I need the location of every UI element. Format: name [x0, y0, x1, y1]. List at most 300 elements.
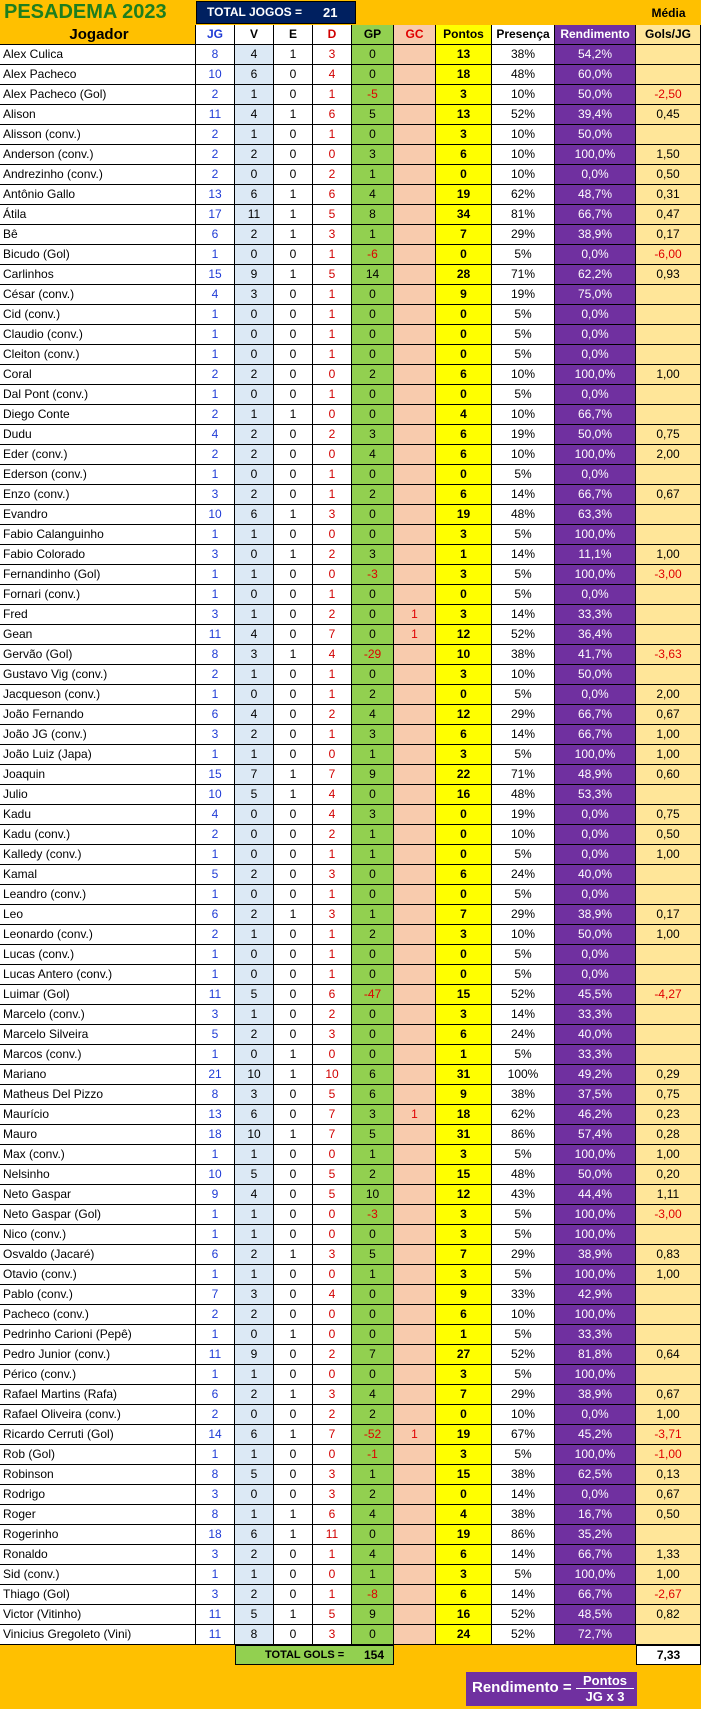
attendance-cell[interactable]: 10%	[492, 1405, 555, 1425]
games-played-cell[interactable]: 1	[196, 1145, 235, 1165]
losses-cell[interactable]: 1	[313, 685, 352, 705]
own-goals-cell[interactable]	[394, 965, 436, 985]
performance-cell[interactable]: 72,7%	[555, 1625, 636, 1645]
player-name-cell[interactable]: Rafael Oliveira (conv.)	[0, 1405, 196, 1425]
games-played-cell[interactable]: 1	[196, 345, 235, 365]
own-goals-cell[interactable]	[394, 1085, 436, 1105]
goals-scored-cell[interactable]: 3	[352, 145, 394, 165]
player-name-cell[interactable]: Dudu	[0, 425, 196, 445]
wins-cell[interactable]: 4	[235, 705, 274, 725]
goals-per-game-cell[interactable]: 0,17	[636, 225, 701, 245]
player-name-cell[interactable]: Evandro	[0, 505, 196, 525]
points-cell[interactable]: 6	[436, 865, 492, 885]
attendance-cell[interactable]: 24%	[492, 865, 555, 885]
draws-cell[interactable]: 0	[274, 125, 313, 145]
points-cell[interactable]: 0	[436, 945, 492, 965]
goals-scored-cell[interactable]: 1	[352, 1565, 394, 1585]
performance-cell[interactable]: 48,9%	[555, 765, 636, 785]
attendance-cell[interactable]: 38%	[492, 645, 555, 665]
goals-per-game-cell[interactable]: 1,00	[636, 1265, 701, 1285]
goals-scored-cell[interactable]: 10	[352, 1185, 394, 1205]
player-name-cell[interactable]: Joaquin	[0, 765, 196, 785]
games-played-cell[interactable]: 1	[196, 945, 235, 965]
player-name-cell[interactable]: Gustavo Vig (conv.)	[0, 665, 196, 685]
draws-cell[interactable]: 0	[274, 1585, 313, 1605]
own-goals-cell[interactable]	[394, 845, 436, 865]
games-played-cell[interactable]: 1	[196, 465, 235, 485]
attendance-cell[interactable]: 38%	[492, 1505, 555, 1525]
wins-cell[interactable]: 2	[235, 1245, 274, 1265]
goals-scored-cell[interactable]: 4	[352, 445, 394, 465]
losses-cell[interactable]: 7	[313, 765, 352, 785]
draws-cell[interactable]: 1	[274, 545, 313, 565]
player-name-cell[interactable]: Neto Gaspar	[0, 1185, 196, 1205]
own-goals-cell[interactable]	[394, 125, 436, 145]
draws-cell[interactable]: 0	[274, 165, 313, 185]
wins-cell[interactable]: 5	[235, 985, 274, 1005]
own-goals-cell[interactable]	[394, 165, 436, 185]
points-cell[interactable]: 0	[436, 1485, 492, 1505]
losses-cell[interactable]: 2	[313, 545, 352, 565]
attendance-cell[interactable]: 24%	[492, 1025, 555, 1045]
player-name-cell[interactable]: Leandro (conv.)	[0, 885, 196, 905]
wins-cell[interactable]: 0	[235, 825, 274, 845]
draws-cell[interactable]: 0	[274, 1185, 313, 1205]
player-name-cell[interactable]: Alisson (conv.)	[0, 125, 196, 145]
draws-cell[interactable]: 0	[274, 445, 313, 465]
goals-per-game-cell[interactable]: -1,00	[636, 1445, 701, 1465]
own-goals-cell[interactable]	[394, 905, 436, 925]
performance-cell[interactable]: 0,0%	[555, 805, 636, 825]
goals-per-game-cell[interactable]: 1,00	[636, 1405, 701, 1425]
goals-scored-cell[interactable]: 0	[352, 605, 394, 625]
points-cell[interactable]: 7	[436, 905, 492, 925]
own-goals-cell[interactable]	[394, 405, 436, 425]
goals-per-game-cell[interactable]	[636, 65, 701, 85]
draws-cell[interactable]: 0	[274, 1565, 313, 1585]
goals-scored-cell[interactable]: 1	[352, 1145, 394, 1165]
draws-cell[interactable]: 0	[274, 885, 313, 905]
header-presenca[interactable]: Presença	[492, 25, 555, 45]
performance-cell[interactable]: 41,7%	[555, 645, 636, 665]
own-goals-cell[interactable]	[394, 225, 436, 245]
performance-cell[interactable]: 0,0%	[555, 245, 636, 265]
own-goals-cell[interactable]	[394, 1445, 436, 1465]
attendance-cell[interactable]: 52%	[492, 1345, 555, 1365]
goals-per-game-cell[interactable]: 0,83	[636, 1245, 701, 1265]
header-pontos[interactable]: Pontos	[436, 25, 492, 45]
goals-per-game-cell[interactable]: 0,17	[636, 905, 701, 925]
performance-cell[interactable]: 0,0%	[555, 305, 636, 325]
performance-cell[interactable]: 66,7%	[555, 405, 636, 425]
goals-per-game-cell[interactable]	[636, 45, 701, 65]
player-name-cell[interactable]: Cid (conv.)	[0, 305, 196, 325]
games-played-cell[interactable]: 10	[196, 785, 235, 805]
header-v[interactable]: V	[235, 25, 274, 45]
wins-cell[interactable]: 2	[235, 485, 274, 505]
losses-cell[interactable]: 1	[313, 125, 352, 145]
goals-scored-cell[interactable]: 7	[352, 1345, 394, 1365]
draws-cell[interactable]: 0	[274, 345, 313, 365]
attendance-cell[interactable]: 71%	[492, 765, 555, 785]
games-played-cell[interactable]: 5	[196, 865, 235, 885]
performance-cell[interactable]: 100,0%	[555, 1265, 636, 1285]
attendance-cell[interactable]: 10%	[492, 1305, 555, 1325]
points-cell[interactable]: 31	[436, 1065, 492, 1085]
draws-cell[interactable]: 0	[274, 1445, 313, 1465]
wins-cell[interactable]: 4	[235, 105, 274, 125]
draws-cell[interactable]: 1	[274, 405, 313, 425]
wins-cell[interactable]: 6	[235, 1425, 274, 1445]
points-cell[interactable]: 16	[436, 1605, 492, 1625]
losses-cell[interactable]: 0	[313, 1565, 352, 1585]
draws-cell[interactable]: 1	[274, 905, 313, 925]
points-cell[interactable]: 4	[436, 1505, 492, 1525]
points-cell[interactable]: 27	[436, 1345, 492, 1365]
own-goals-cell[interactable]	[394, 1045, 436, 1065]
games-played-cell[interactable]: 14	[196, 1425, 235, 1445]
goals-scored-cell[interactable]: 6	[352, 1085, 394, 1105]
own-goals-cell[interactable]	[394, 445, 436, 465]
points-cell[interactable]: 6	[436, 485, 492, 505]
losses-cell[interactable]: 0	[313, 1045, 352, 1065]
games-played-cell[interactable]: 4	[196, 425, 235, 445]
losses-cell[interactable]: 1	[313, 945, 352, 965]
performance-cell[interactable]: 40,0%	[555, 1025, 636, 1045]
player-name-cell[interactable]: Bê	[0, 225, 196, 245]
player-name-cell[interactable]: Rob (Gol)	[0, 1445, 196, 1465]
losses-cell[interactable]: 0	[313, 1365, 352, 1385]
goals-per-game-cell[interactable]	[636, 285, 701, 305]
points-cell[interactable]: 12	[436, 705, 492, 725]
goals-per-game-cell[interactable]	[636, 1365, 701, 1385]
draws-cell[interactable]: 1	[274, 765, 313, 785]
performance-cell[interactable]: 35,2%	[555, 1525, 636, 1545]
losses-cell[interactable]: 2	[313, 165, 352, 185]
games-played-cell[interactable]: 9	[196, 1185, 235, 1205]
points-cell[interactable]: 3	[436, 605, 492, 625]
goals-scored-cell[interactable]: 5	[352, 1125, 394, 1145]
goals-per-game-cell[interactable]: 0,29	[636, 1065, 701, 1085]
performance-cell[interactable]: 100,0%	[555, 1305, 636, 1325]
losses-cell[interactable]: 2	[313, 1405, 352, 1425]
goals-scored-cell[interactable]: 1	[352, 225, 394, 245]
own-goals-cell[interactable]	[394, 1285, 436, 1305]
goals-per-game-cell[interactable]	[636, 785, 701, 805]
draws-cell[interactable]: 0	[274, 1085, 313, 1105]
performance-cell[interactable]: 38,9%	[555, 225, 636, 245]
games-played-cell[interactable]: 15	[196, 765, 235, 785]
attendance-cell[interactable]: 5%	[492, 565, 555, 585]
performance-cell[interactable]: 0,0%	[555, 885, 636, 905]
wins-cell[interactable]: 2	[235, 1585, 274, 1605]
attendance-cell[interactable]: 5%	[492, 745, 555, 765]
performance-cell[interactable]: 62,2%	[555, 265, 636, 285]
wins-cell[interactable]: 1	[235, 1225, 274, 1245]
points-cell[interactable]: 16	[436, 785, 492, 805]
games-played-cell[interactable]: 7	[196, 1285, 235, 1305]
player-name-cell[interactable]: Ronaldo	[0, 1545, 196, 1565]
draws-cell[interactable]: 0	[274, 725, 313, 745]
player-name-cell[interactable]: Nelsinho	[0, 1165, 196, 1185]
goals-scored-cell[interactable]: -3	[352, 565, 394, 585]
player-name-cell[interactable]: Fornari (conv.)	[0, 585, 196, 605]
player-name-cell[interactable]: Coral	[0, 365, 196, 385]
games-played-cell[interactable]: 2	[196, 1305, 235, 1325]
performance-cell[interactable]: 100,0%	[555, 445, 636, 465]
wins-cell[interactable]: 0	[235, 1045, 274, 1065]
attendance-cell[interactable]: 10%	[492, 125, 555, 145]
performance-cell[interactable]: 0,0%	[555, 945, 636, 965]
wins-cell[interactable]: 0	[235, 165, 274, 185]
wins-cell[interactable]: 1	[235, 1565, 274, 1585]
losses-cell[interactable]: 3	[313, 905, 352, 925]
draws-cell[interactable]: 0	[274, 705, 313, 725]
own-goals-cell[interactable]	[394, 1325, 436, 1345]
draws-cell[interactable]: 0	[274, 1465, 313, 1485]
own-goals-cell[interactable]	[394, 45, 436, 65]
draws-cell[interactable]: 0	[274, 1005, 313, 1025]
performance-cell[interactable]: 100,0%	[555, 1365, 636, 1385]
games-played-cell[interactable]: 1	[196, 845, 235, 865]
goals-per-game-cell[interactable]: 2,00	[636, 445, 701, 465]
points-cell[interactable]: 3	[436, 1205, 492, 1225]
wins-cell[interactable]: 1	[235, 1205, 274, 1225]
wins-cell[interactable]: 6	[235, 65, 274, 85]
points-cell[interactable]: 6	[436, 1545, 492, 1565]
attendance-cell[interactable]: 14%	[492, 725, 555, 745]
goals-scored-cell[interactable]: 0	[352, 525, 394, 545]
losses-cell[interactable]: 0	[313, 1265, 352, 1285]
points-cell[interactable]: 10	[436, 645, 492, 665]
own-goals-cell[interactable]	[394, 1245, 436, 1265]
attendance-cell[interactable]: 52%	[492, 1625, 555, 1645]
performance-cell[interactable]: 48,7%	[555, 185, 636, 205]
attendance-cell[interactable]: 5%	[492, 965, 555, 985]
goals-per-game-cell[interactable]	[636, 1625, 701, 1645]
own-goals-cell[interactable]	[394, 105, 436, 125]
attendance-cell[interactable]: 19%	[492, 805, 555, 825]
player-name-cell[interactable]: César (conv.)	[0, 285, 196, 305]
player-name-cell[interactable]: Marcelo (conv.)	[0, 1005, 196, 1025]
own-goals-cell[interactable]: 1	[394, 1425, 436, 1445]
own-goals-cell[interactable]	[394, 205, 436, 225]
goals-scored-cell[interactable]: 0	[352, 1305, 394, 1325]
performance-cell[interactable]: 100,0%	[555, 1565, 636, 1585]
draws-cell[interactable]: 0	[274, 845, 313, 865]
goals-scored-cell[interactable]: 0	[352, 505, 394, 525]
losses-cell[interactable]: 0	[313, 1145, 352, 1165]
goals-scored-cell[interactable]: 0	[352, 1625, 394, 1645]
attendance-cell[interactable]: 52%	[492, 105, 555, 125]
own-goals-cell[interactable]	[394, 485, 436, 505]
wins-cell[interactable]: 1	[235, 1265, 274, 1285]
wins-cell[interactable]: 0	[235, 1485, 274, 1505]
goals-scored-cell[interactable]: 1	[352, 905, 394, 925]
own-goals-cell[interactable]	[394, 305, 436, 325]
own-goals-cell[interactable]	[394, 745, 436, 765]
wins-cell[interactable]: 2	[235, 1305, 274, 1325]
draws-cell[interactable]: 0	[274, 665, 313, 685]
player-name-cell[interactable]: Marcelo Silveira	[0, 1025, 196, 1045]
player-name-cell[interactable]: Jacqueson (conv.)	[0, 685, 196, 705]
attendance-cell[interactable]: 5%	[492, 1225, 555, 1245]
wins-cell[interactable]: 0	[235, 345, 274, 365]
wins-cell[interactable]: 1	[235, 1005, 274, 1025]
goals-per-game-cell[interactable]: 1,11	[636, 1185, 701, 1205]
performance-cell[interactable]: 50,0%	[555, 85, 636, 105]
own-goals-cell[interactable]	[394, 1205, 436, 1225]
draws-cell[interactable]: 0	[274, 1365, 313, 1385]
performance-cell[interactable]: 45,5%	[555, 985, 636, 1005]
games-played-cell[interactable]: 3	[196, 545, 235, 565]
games-played-cell[interactable]: 10	[196, 505, 235, 525]
points-cell[interactable]: 0	[436, 585, 492, 605]
goals-per-game-cell[interactable]: 0,60	[636, 765, 701, 785]
player-name-cell[interactable]: Fabio Colorado	[0, 545, 196, 565]
draws-cell[interactable]: 1	[274, 1125, 313, 1145]
performance-cell[interactable]: 16,7%	[555, 1505, 636, 1525]
performance-cell[interactable]: 36,4%	[555, 625, 636, 645]
losses-cell[interactable]: 0	[313, 565, 352, 585]
performance-cell[interactable]: 53,3%	[555, 785, 636, 805]
player-name-cell[interactable]: Kadu (conv.)	[0, 825, 196, 845]
player-name-cell[interactable]: Fabio Calanguinho	[0, 525, 196, 545]
own-goals-cell[interactable]: 1	[394, 605, 436, 625]
losses-cell[interactable]: 1	[313, 385, 352, 405]
draws-cell[interactable]: 0	[274, 1305, 313, 1325]
losses-cell[interactable]: 3	[313, 1025, 352, 1045]
goals-per-game-cell[interactable]: 0,28	[636, 1125, 701, 1145]
games-played-cell[interactable]: 6	[196, 225, 235, 245]
losses-cell[interactable]: 1	[313, 465, 352, 485]
own-goals-cell[interactable]	[394, 1525, 436, 1545]
player-name-cell[interactable]: Victor (Vitinho)	[0, 1605, 196, 1625]
losses-cell[interactable]: 6	[313, 185, 352, 205]
losses-cell[interactable]: 4	[313, 65, 352, 85]
own-goals-cell[interactable]	[394, 1145, 436, 1165]
player-name-cell[interactable]: Pedrinho Carioni (Pepê)	[0, 1325, 196, 1345]
points-cell[interactable]: 3	[436, 1565, 492, 1585]
losses-cell[interactable]: 3	[313, 1385, 352, 1405]
points-cell[interactable]: 0	[436, 685, 492, 705]
goals-scored-cell[interactable]: 2	[352, 925, 394, 945]
draws-cell[interactable]: 0	[274, 1205, 313, 1225]
points-cell[interactable]: 6	[436, 445, 492, 465]
games-played-cell[interactable]: 18	[196, 1525, 235, 1545]
losses-cell[interactable]: 3	[313, 865, 352, 885]
losses-cell[interactable]: 0	[313, 405, 352, 425]
performance-cell[interactable]: 0,0%	[555, 1485, 636, 1505]
games-played-cell[interactable]: 13	[196, 185, 235, 205]
header-d[interactable]: D	[313, 25, 352, 45]
games-played-cell[interactable]: 2	[196, 365, 235, 385]
points-cell[interactable]: 3	[436, 1365, 492, 1385]
wins-cell[interactable]: 0	[235, 305, 274, 325]
goals-scored-cell[interactable]: 9	[352, 1605, 394, 1625]
attendance-cell[interactable]: 48%	[492, 65, 555, 85]
draws-cell[interactable]: 0	[274, 525, 313, 545]
wins-cell[interactable]: 1	[235, 85, 274, 105]
points-cell[interactable]: 4	[436, 405, 492, 425]
attendance-cell[interactable]: 52%	[492, 985, 555, 1005]
own-goals-cell[interactable]	[394, 865, 436, 885]
wins-cell[interactable]: 1	[235, 125, 274, 145]
performance-cell[interactable]: 48,5%	[555, 1605, 636, 1625]
goals-scored-cell[interactable]: 0	[352, 945, 394, 965]
goals-scored-cell[interactable]: 1	[352, 845, 394, 865]
own-goals-cell[interactable]	[394, 505, 436, 525]
points-cell[interactable]: 0	[436, 805, 492, 825]
performance-cell[interactable]: 0,0%	[555, 345, 636, 365]
draws-cell[interactable]: 0	[274, 1265, 313, 1285]
draws-cell[interactable]: 1	[274, 45, 313, 65]
points-cell[interactable]: 6	[436, 1585, 492, 1605]
goals-scored-cell[interactable]: 0	[352, 405, 394, 425]
goals-scored-cell[interactable]: 0	[352, 305, 394, 325]
goals-per-game-cell[interactable]	[636, 345, 701, 365]
player-name-cell[interactable]: Alison	[0, 105, 196, 125]
draws-cell[interactable]: 1	[274, 225, 313, 245]
attendance-cell[interactable]: 19%	[492, 425, 555, 445]
attendance-cell[interactable]: 5%	[492, 1365, 555, 1385]
games-played-cell[interactable]: 1	[196, 585, 235, 605]
player-name-cell[interactable]: João Luiz (Japa)	[0, 745, 196, 765]
points-cell[interactable]: 7	[436, 1245, 492, 1265]
own-goals-cell[interactable]	[394, 525, 436, 545]
own-goals-cell[interactable]	[394, 1625, 436, 1645]
performance-cell[interactable]: 100,0%	[555, 525, 636, 545]
goals-scored-cell[interactable]: 0	[352, 1525, 394, 1545]
losses-cell[interactable]: 10	[313, 1065, 352, 1085]
losses-cell[interactable]: 7	[313, 1425, 352, 1445]
goals-scored-cell[interactable]: 4	[352, 705, 394, 725]
performance-cell[interactable]: 38,9%	[555, 1385, 636, 1405]
wins-cell[interactable]: 3	[235, 1085, 274, 1105]
goals-scored-cell[interactable]: 2	[352, 1405, 394, 1425]
performance-cell[interactable]: 66,7%	[555, 485, 636, 505]
goals-per-game-cell[interactable]: -3,00	[636, 1205, 701, 1225]
wins-cell[interactable]: 0	[235, 965, 274, 985]
losses-cell[interactable]: 1	[313, 285, 352, 305]
draws-cell[interactable]: 0	[274, 605, 313, 625]
own-goals-cell[interactable]	[394, 1565, 436, 1585]
losses-cell[interactable]: 0	[313, 1445, 352, 1465]
wins-cell[interactable]: 2	[235, 725, 274, 745]
player-name-cell[interactable]: Lucas (conv.)	[0, 945, 196, 965]
header-e[interactable]: E	[274, 25, 313, 45]
own-goals-cell[interactable]	[394, 385, 436, 405]
player-name-cell[interactable]: Roger	[0, 1505, 196, 1525]
player-name-cell[interactable]: Osvaldo (Jacaré)	[0, 1245, 196, 1265]
points-cell[interactable]: 0	[436, 885, 492, 905]
attendance-cell[interactable]: 5%	[492, 345, 555, 365]
goals-per-game-cell[interactable]: 0,75	[636, 1085, 701, 1105]
draws-cell[interactable]: 0	[274, 385, 313, 405]
player-name-cell[interactable]: Pedro Junior (conv.)	[0, 1345, 196, 1365]
own-goals-cell[interactable]	[394, 285, 436, 305]
wins-cell[interactable]: 0	[235, 945, 274, 965]
points-cell[interactable]: 34	[436, 205, 492, 225]
attendance-cell[interactable]: 5%	[492, 885, 555, 905]
own-goals-cell[interactable]	[394, 65, 436, 85]
games-played-cell[interactable]: 3	[196, 1005, 235, 1025]
games-played-cell[interactable]: 1	[196, 1445, 235, 1465]
performance-cell[interactable]: 66,7%	[555, 1545, 636, 1565]
goals-scored-cell[interactable]: 4	[352, 1505, 394, 1525]
player-name-cell[interactable]: Ricardo Cerruti (Gol)	[0, 1425, 196, 1445]
wins-cell[interactable]: 9	[235, 265, 274, 285]
